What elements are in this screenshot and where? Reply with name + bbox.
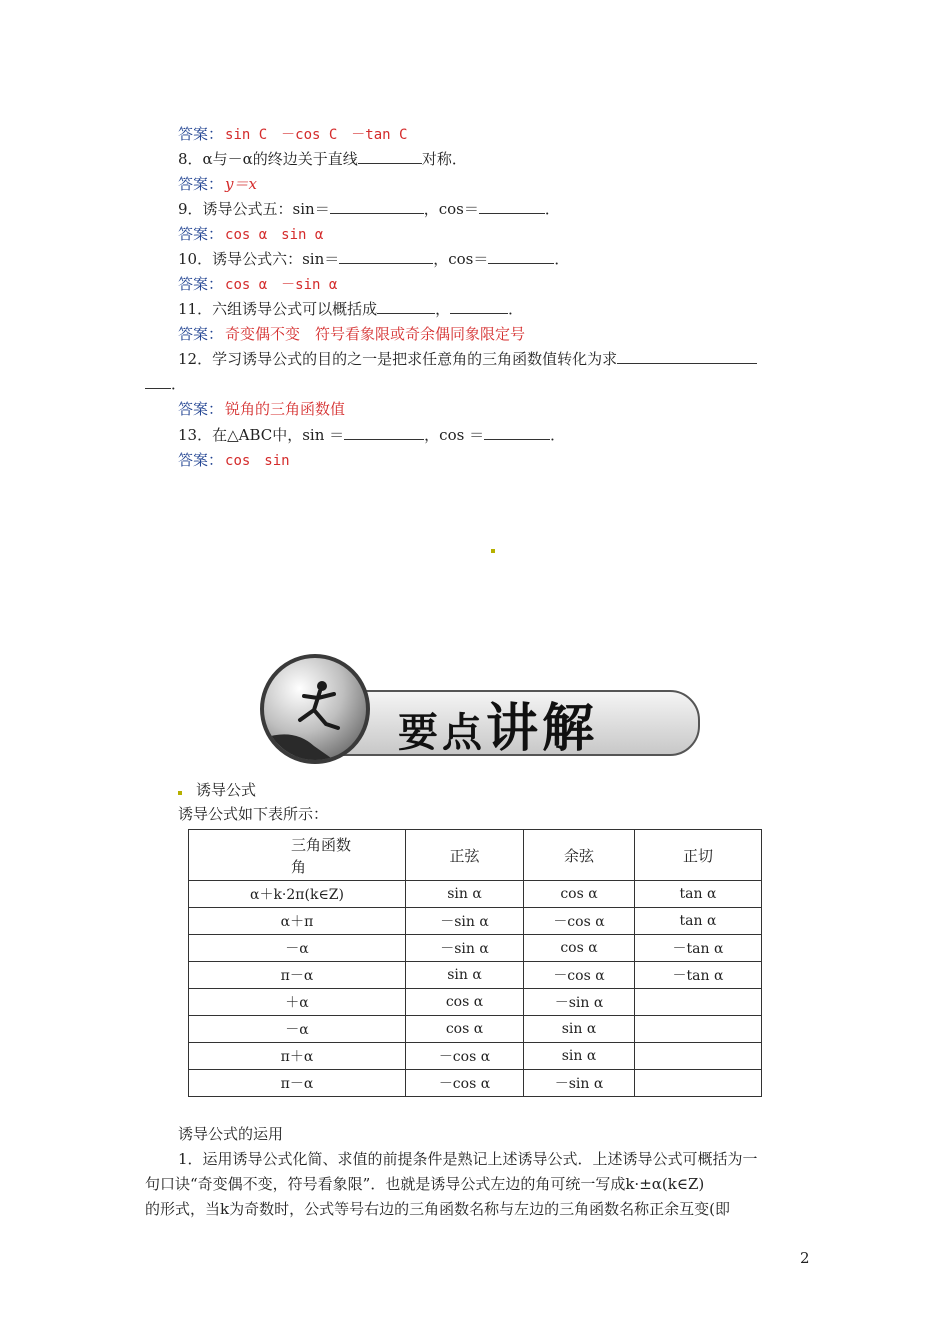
- angle-cell: －α: [189, 935, 406, 962]
- question-8: [178, 149, 467, 169]
- angle-cell: ＋α: [189, 989, 406, 1016]
- answer-blank: [339, 249, 433, 264]
- table-row: [189, 935, 762, 962]
- question-text: 11．六组诱导公式可以概括成: [178, 300, 378, 318]
- angle-cell: α＋π: [189, 908, 406, 935]
- table-row: [189, 881, 762, 908]
- angle-cell: α＋k·2π(k∈Z): [189, 881, 406, 908]
- header-cos: 余弦: [524, 830, 635, 881]
- sin-cell: cos α: [406, 989, 524, 1016]
- table-row: [189, 908, 762, 935]
- angle-cell: －α: [189, 1016, 406, 1043]
- header-sin: 正弦: [406, 830, 524, 881]
- answer-blank: [479, 199, 545, 214]
- banner-title: [398, 686, 598, 761]
- sin-cell: cos α: [406, 1016, 524, 1043]
- decorative-dot: [491, 549, 495, 553]
- question-text-end: ．: [171, 375, 187, 393]
- answer-blank: [377, 299, 435, 314]
- header-tan: 正切: [635, 830, 762, 881]
- answer-text: cos sin: [225, 453, 290, 469]
- answer-blank: [330, 199, 424, 214]
- tan-cell: [635, 1043, 762, 1070]
- question-text: 13．在△ABC中，sin ＝: [178, 426, 345, 444]
- cos-cell: －cos α: [524, 908, 635, 935]
- answer-12: [178, 399, 345, 419]
- answer-label: 答案：: [178, 325, 224, 343]
- cos-cell: sin α: [524, 1016, 635, 1043]
- answer-text: 奇变偶不变 符号看象限或奇余偶同象限定号: [225, 325, 526, 343]
- section-banner: [256, 650, 700, 768]
- cos-cell: －cos α: [524, 962, 635, 989]
- answer-blank: [488, 249, 554, 264]
- answer-text: y＝x: [225, 175, 257, 193]
- runner-photo-icon: [260, 654, 370, 764]
- question-text-end: ．: [544, 200, 560, 218]
- section-title-text: 诱导公式: [196, 781, 257, 799]
- formula-table: [188, 829, 762, 1097]
- tan-cell: －tan α: [635, 962, 762, 989]
- answer-text: cos α －sin α: [225, 277, 338, 293]
- header-angle: 角: [291, 858, 307, 876]
- table-row: [189, 1070, 762, 1097]
- question-text: 9．诱导公式五：sin＝: [178, 200, 330, 218]
- tan-cell: tan α: [635, 908, 762, 935]
- usage-para-line-2: [145, 1174, 704, 1194]
- angle-cell: π－α: [189, 1070, 406, 1097]
- answer-blank: [145, 374, 171, 389]
- answer-text: sin C －cos C －tan C: [225, 127, 408, 143]
- question-text: 12．学习诱导公式的目的之一是把求任意角的三角函数值转化为求: [178, 350, 618, 368]
- answer-label: 答案：: [178, 175, 224, 193]
- answer-8: [178, 174, 257, 194]
- table-row: [189, 989, 762, 1016]
- tan-cell: [635, 989, 762, 1016]
- angle-cell: π－α: [189, 962, 406, 989]
- table-row: [189, 962, 762, 989]
- cos-cell: cos α: [524, 935, 635, 962]
- table-row: [189, 1016, 762, 1043]
- header-func: 三角函数: [291, 836, 352, 854]
- question-11: [178, 299, 523, 319]
- usage-text: 的形式，当k为奇数时，公式等号右边的三角函数名称与左边的三角函数名称正余互变(即: [145, 1200, 730, 1218]
- angle-cell: π＋α: [189, 1043, 406, 1070]
- answer-label: 答案：: [178, 225, 224, 243]
- question-text: 8．α与－α的终边关于直线: [178, 150, 358, 168]
- usage-text: 1．运用诱导公式化简、求值的前提条件是熟记上述诱导公式．上述诱导公式可概括为一: [178, 1150, 758, 1168]
- question-text-mid: ，: [435, 300, 451, 318]
- section-title: [196, 780, 256, 800]
- question-9: [178, 199, 560, 219]
- banner-text-b: 讲解: [486, 699, 599, 759]
- answer-11: [178, 324, 525, 344]
- usage-text: 句口诀“奇变偶不变，符号看象限”．也就是诱导公式左边的角可统一写成k·±α(k∈Z): [145, 1175, 705, 1193]
- question-text: 10．诱导公式六：sin＝: [178, 250, 340, 268]
- question-text-end: 对称．: [421, 150, 467, 168]
- answer-blank: [484, 425, 550, 440]
- banner-text-a: 要点: [398, 710, 486, 756]
- sin-cell: －cos α: [406, 1043, 524, 1070]
- section-intro-text: 诱导公式如下表所示：: [178, 805, 329, 823]
- answer-label: 答案：: [178, 451, 224, 469]
- answer-blank: [617, 349, 757, 364]
- answer-9: [178, 224, 323, 245]
- usage-para-line-3: [145, 1199, 730, 1219]
- sin-cell: sin α: [406, 881, 524, 908]
- question-12: [178, 349, 757, 369]
- question-10: [178, 249, 569, 269]
- sin-cell: －sin α: [406, 935, 524, 962]
- header-diagonal-cell: [189, 830, 406, 881]
- answer-label: 答案：: [178, 400, 224, 418]
- answer-label: 答案：: [178, 125, 224, 143]
- sin-cell: sin α: [406, 962, 524, 989]
- question-12-cont: [145, 374, 186, 394]
- tan-cell: tan α: [635, 881, 762, 908]
- answer-blank: [344, 425, 424, 440]
- answer-blank: [450, 299, 508, 314]
- bullet-dot: [178, 791, 182, 795]
- question-text-mid: ，cos＝: [433, 250, 489, 268]
- table-header-row: [189, 830, 762, 881]
- usage-para-line-1: [178, 1149, 758, 1169]
- answer-blank: [358, 149, 422, 164]
- cos-cell: sin α: [524, 1043, 635, 1070]
- sin-cell: －cos α: [406, 1070, 524, 1097]
- question-text-end: ．: [554, 250, 570, 268]
- cos-cell: －sin α: [524, 1070, 635, 1097]
- usage-title-text: 诱导公式的运用: [178, 1125, 284, 1143]
- usage-title: [178, 1124, 283, 1144]
- answer-text: cos α sin α: [225, 227, 324, 243]
- question-text-mid: ，cos ＝: [424, 426, 485, 444]
- answer-7: [178, 124, 407, 145]
- table-row: [189, 1043, 762, 1070]
- answer-text: 锐角的三角函数值: [225, 400, 346, 418]
- cos-cell: －sin α: [524, 989, 635, 1016]
- sin-cell: －sin α: [406, 908, 524, 935]
- answer-10: [178, 274, 337, 295]
- cos-cell: cos α: [524, 881, 635, 908]
- page-number: 2: [800, 1249, 810, 1267]
- tan-cell: [635, 1016, 762, 1043]
- question-text-end: ．: [508, 300, 524, 318]
- question-13: [178, 425, 565, 445]
- tan-cell: －tan α: [635, 935, 762, 962]
- answer-label: 答案：: [178, 275, 224, 293]
- tan-cell: [635, 1070, 762, 1097]
- question-text-end: ．: [550, 426, 566, 444]
- answer-13: [178, 450, 290, 471]
- question-text-mid: ，cos＝: [423, 200, 479, 218]
- section-intro: [178, 804, 328, 824]
